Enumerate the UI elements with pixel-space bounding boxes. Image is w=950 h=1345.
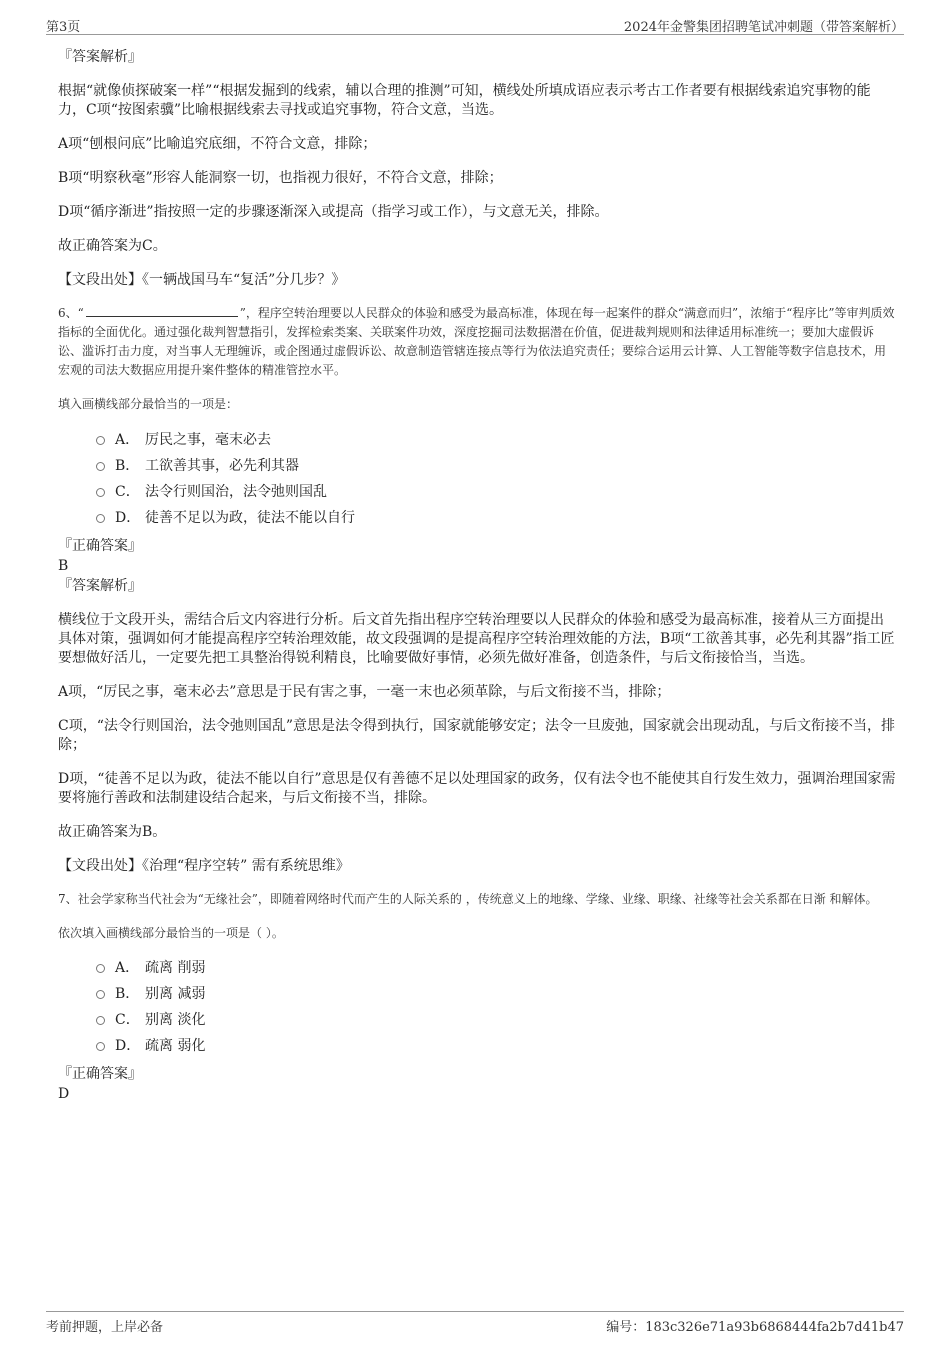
analysis-option-d: D项“循序渐进”指按照一定的步骤逐渐深入或提高（指学习或工作），与文意无关，排除。 [58, 204, 609, 220]
correct-answer: D [58, 1086, 70, 1102]
question-7-prompt: 依次填入画横线部分最恰当的一项是（ ）。 [58, 926, 284, 940]
analysis-label: 『答案解析』 [58, 49, 142, 65]
page-footer [46, 1311, 904, 1334]
option-d[interactable]: D． 疏离 弱化 [96, 1033, 896, 1059]
analysis-option-d: D项，“徒善不足以为政，徒法不能以自行”意思是仅有善德不足以处理国家的政务，仅有法令也不能使其自行发生效力，强调治理国家需要将施行善政和法制建设结合起来，与后文衔接不当，排除。 [58, 771, 896, 806]
option-a[interactable]: A． 疏离 削弱 [96, 955, 896, 981]
question-6-stem: 6、“ ”，程序空转治理要以人民群众的体验和感受为最高标准，体现在每一起案件的群众“满意而归”，浓缩于“程序比”等审判质效指标的全面优化。通过强化裁判智慧指引，发挥检索类案、关联案件功效，深度挖掘司法数据潜在价值，促进裁判规则和法律适用标准统一；要加大虚假诉讼、滥诉打击力度，对当事人无理缠诉，或企图通过虚假诉讼、故意制造管辖连接点等行为依法追究责任；要综合运用云计算、人工智能等数字信息技术，用宏观的司法大数据应用提升案件整体的精准管控水平。 [58, 306, 895, 377]
radio-icon[interactable] [96, 1016, 105, 1025]
question-6-options [96, 427, 896, 531]
option-c[interactable]: C． 别离 淡化 [96, 1007, 896, 1033]
analysis-text: 根据“就像侦探破案一样”“根据发掘到的线索，辅以合理的推测”可知，横线处所填成语应表示考古工作者要有根据线索追究事物的能力，C项“按图索骥”比喻根据线索去寻找或追究事物，符合文意，当选。 [58, 83, 871, 118]
document-body [58, 44, 896, 1104]
document-title: 2024年金警集团招聘笔试冲刺题（带答案解析） [623, 20, 904, 35]
analysis-option-c: C项，“法令行则国治，法令弛则国乱”意思是法令得到执行，国家就能够安定；法令一旦废弛，国家就会出现动乱，与后文衔接不当，排除； [58, 718, 896, 753]
question-7-options [96, 955, 896, 1059]
answer-blank [86, 304, 238, 317]
option-b[interactable]: B． 别离 减弱 [96, 981, 896, 1007]
document-code: 编号：183c326e71a93b6868444fa2b7d41b47 [606, 1320, 904, 1335]
radio-icon[interactable] [96, 488, 105, 497]
radio-icon[interactable] [96, 436, 105, 445]
footer-slogan: 考前押题，上岸必备 [46, 1320, 164, 1335]
analysis-conclusion: 故正确答案为C。 [58, 238, 167, 254]
analysis-conclusion: 故正确答案为B。 [58, 824, 167, 840]
radio-icon[interactable] [96, 964, 105, 973]
source-citation: 【文段出处】《一辆战国马车“复活”分几步？》 [58, 272, 346, 288]
option-b[interactable]: B． 工欲善其事，必先利其器 [96, 453, 896, 479]
analysis-option-a: A项，“厉民之事，毫末必去”意思是于民有害之事，一毫一末也必须革除，与后文衔接不当，排除； [58, 684, 671, 700]
correct-answer-label: 『正确答案』 [58, 538, 142, 554]
page-number: 第3页 [46, 20, 81, 35]
question-7-stem: 7、社会学家称当代社会为“无缘社会”，即随着网络时代而产生的人际关系的 ，传统意义上的地缘、学缘、业缘、职缘、社缘等社会关系都在日渐 和解体。 [58, 892, 878, 906]
page-header [46, 14, 904, 35]
option-a[interactable]: A． 厉民之事，毫末必去 [96, 427, 896, 453]
radio-icon[interactable] [96, 1042, 105, 1051]
option-c[interactable]: C． 法令行则国治，法令弛则国乱 [96, 479, 896, 505]
analysis-label: 『答案解析』 [58, 578, 142, 594]
analysis-option-a: A项“刨根问底”比喻追究底细，不符合文意，排除； [58, 136, 377, 152]
radio-icon[interactable] [96, 462, 105, 471]
analysis-option-b: B项“明察秋毫”形容人能洞察一切，也指视力很好，不符合文意，排除； [58, 170, 503, 186]
radio-icon[interactable] [96, 990, 105, 999]
question-6-prompt: 填入画横线部分最恰当的一项是： [58, 397, 239, 411]
correct-answer: B [58, 558, 69, 574]
option-d[interactable]: D． 徒善不足以为政，徒法不能以自行 [96, 505, 896, 531]
analysis-text: 横线位于文段开头，需结合后文内容进行分析。后文首先指出程序空转治理要以人民群众的体验和感受为最高标准，接着从三方面提出具体对策，强调如何才能提高程序空转治理效能，故文段强调的是提高程序空转治理效能的方法，B项“工欲善其事，必先利其器”指工匠要想做好活儿，一定要先把工具整治得锐利精良，比喻要做好事情，必须先做好准备，创造条件，与后文衔接恰当，当选。 [58, 612, 895, 666]
source-citation: 【文段出处】《治理“程序空转” 需有系统思维》 [58, 858, 350, 874]
radio-icon[interactable] [96, 514, 105, 523]
correct-answer-label: 『正确答案』 [58, 1066, 142, 1082]
